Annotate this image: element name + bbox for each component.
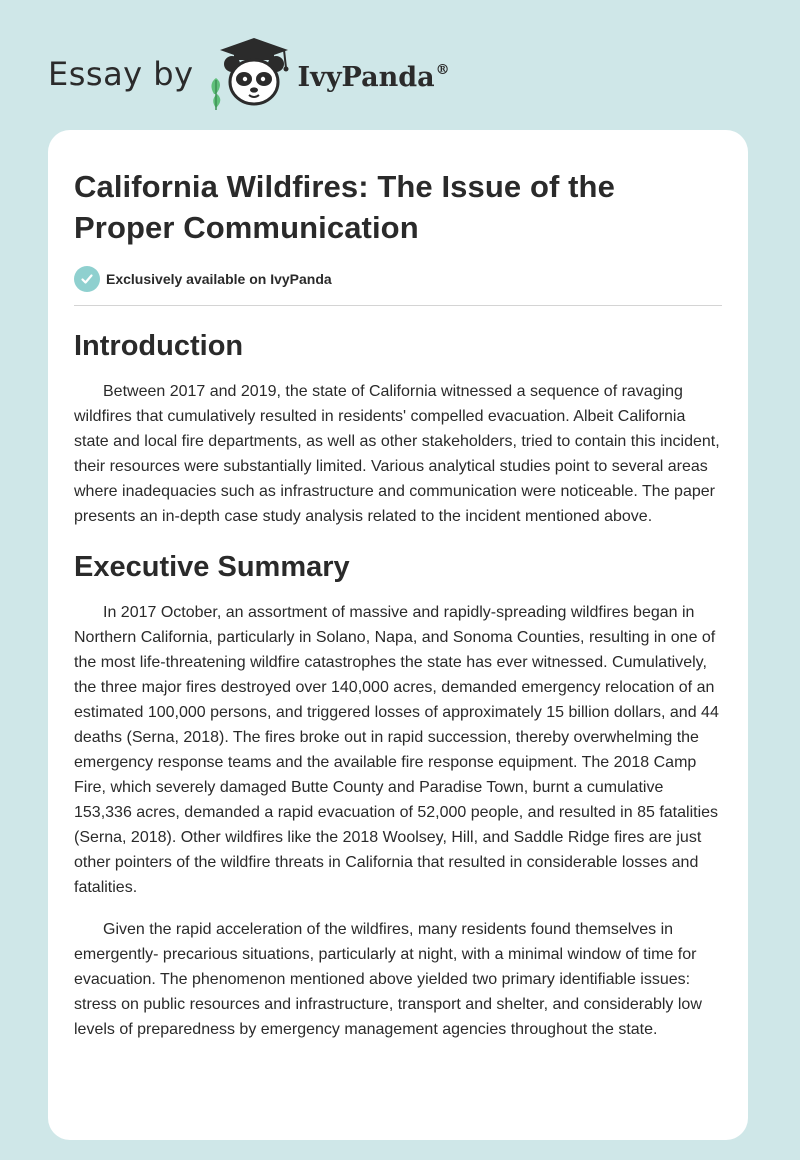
site-header [48, 36, 450, 112]
title-divider [74, 305, 722, 306]
paragraph-executive-summary-2: Given the rapid acceleration of the wildfires, many residents found themselves in emergently- precarious situations, particularly at night, with a minimal window of time for evacuation. The phenomenon mentioned above yielded two primary identifiable issues: stress on public resources and infrastructure, transport and shelter, and considerably low levels of preparedness by emergency management agencies throughout the state. [74, 921, 702, 1038]
paragraph-introduction: Between 2017 and 2019, the state of California witnessed a sequence of ravaging wildfires that cumulatively resulted in residents' compelled evacuation. Albeit California state and local fire departments, as well as other stakeholders, tried to contain this incident, their resources were substantially limited. Various analytical studies point to several areas where inadequacies such as infrastructure and communication were noticeable. The paper presents an in-depth case study analysis related to the incident mentioned above. [74, 383, 720, 525]
ivypanda-brand-name[interactable] [298, 62, 450, 93]
registered-mark: ® [435, 61, 450, 78]
exclusive-badge [74, 266, 722, 292]
section-heading-introduction: Introduction [74, 330, 244, 362]
section-heading-executive-summary: Executive Summary [74, 551, 350, 583]
essay-card [48, 130, 748, 1140]
essay-title: California Wildfires: The Issue of the Proper Communication [74, 169, 615, 245]
brand-text: IvyPanda [297, 61, 435, 93]
paragraph-executive-summary-1: In 2017 October, an assortment of massive and rapidly-spreading wildfires began in Northern California, particularly in Solano, Napa, and Sonoma Counties, resulting in one of the most life-threatening wildfire catastrophes the state has ever witnessed. Cumulatively, the three major fires destroyed over 140,000 acres, demanded emergency relocation of an estimated 100,000 persons, and triggered losses of approximately 15 billion dollars, and 44 deaths (Serna, 2018). The fires broke out in rapid succession, thereby overwhelming the emergency response teams and the available fire response equipment. The 2018 Camp Fire, which severely damaged Butte County and Paradise Town, burnt a cumulative 153,336 acres, demanded a rapid evacuation of 52,000 people, and resulted in 85 fatalities (Serna, 2018). Other wildfires like the 2018 Woolsey, Hill, and Saddle Ridge fires are just other pointers of the wildfire threats in California that resulted in considerable losses and fatalities. [74, 604, 719, 896]
exclusive-badge-label: Exclusively available on IvyPanda [106, 271, 332, 287]
essay-by-label: Essay by [48, 55, 194, 93]
check-circle-icon [74, 266, 100, 292]
ivypanda-logo-icon[interactable] [204, 36, 296, 112]
